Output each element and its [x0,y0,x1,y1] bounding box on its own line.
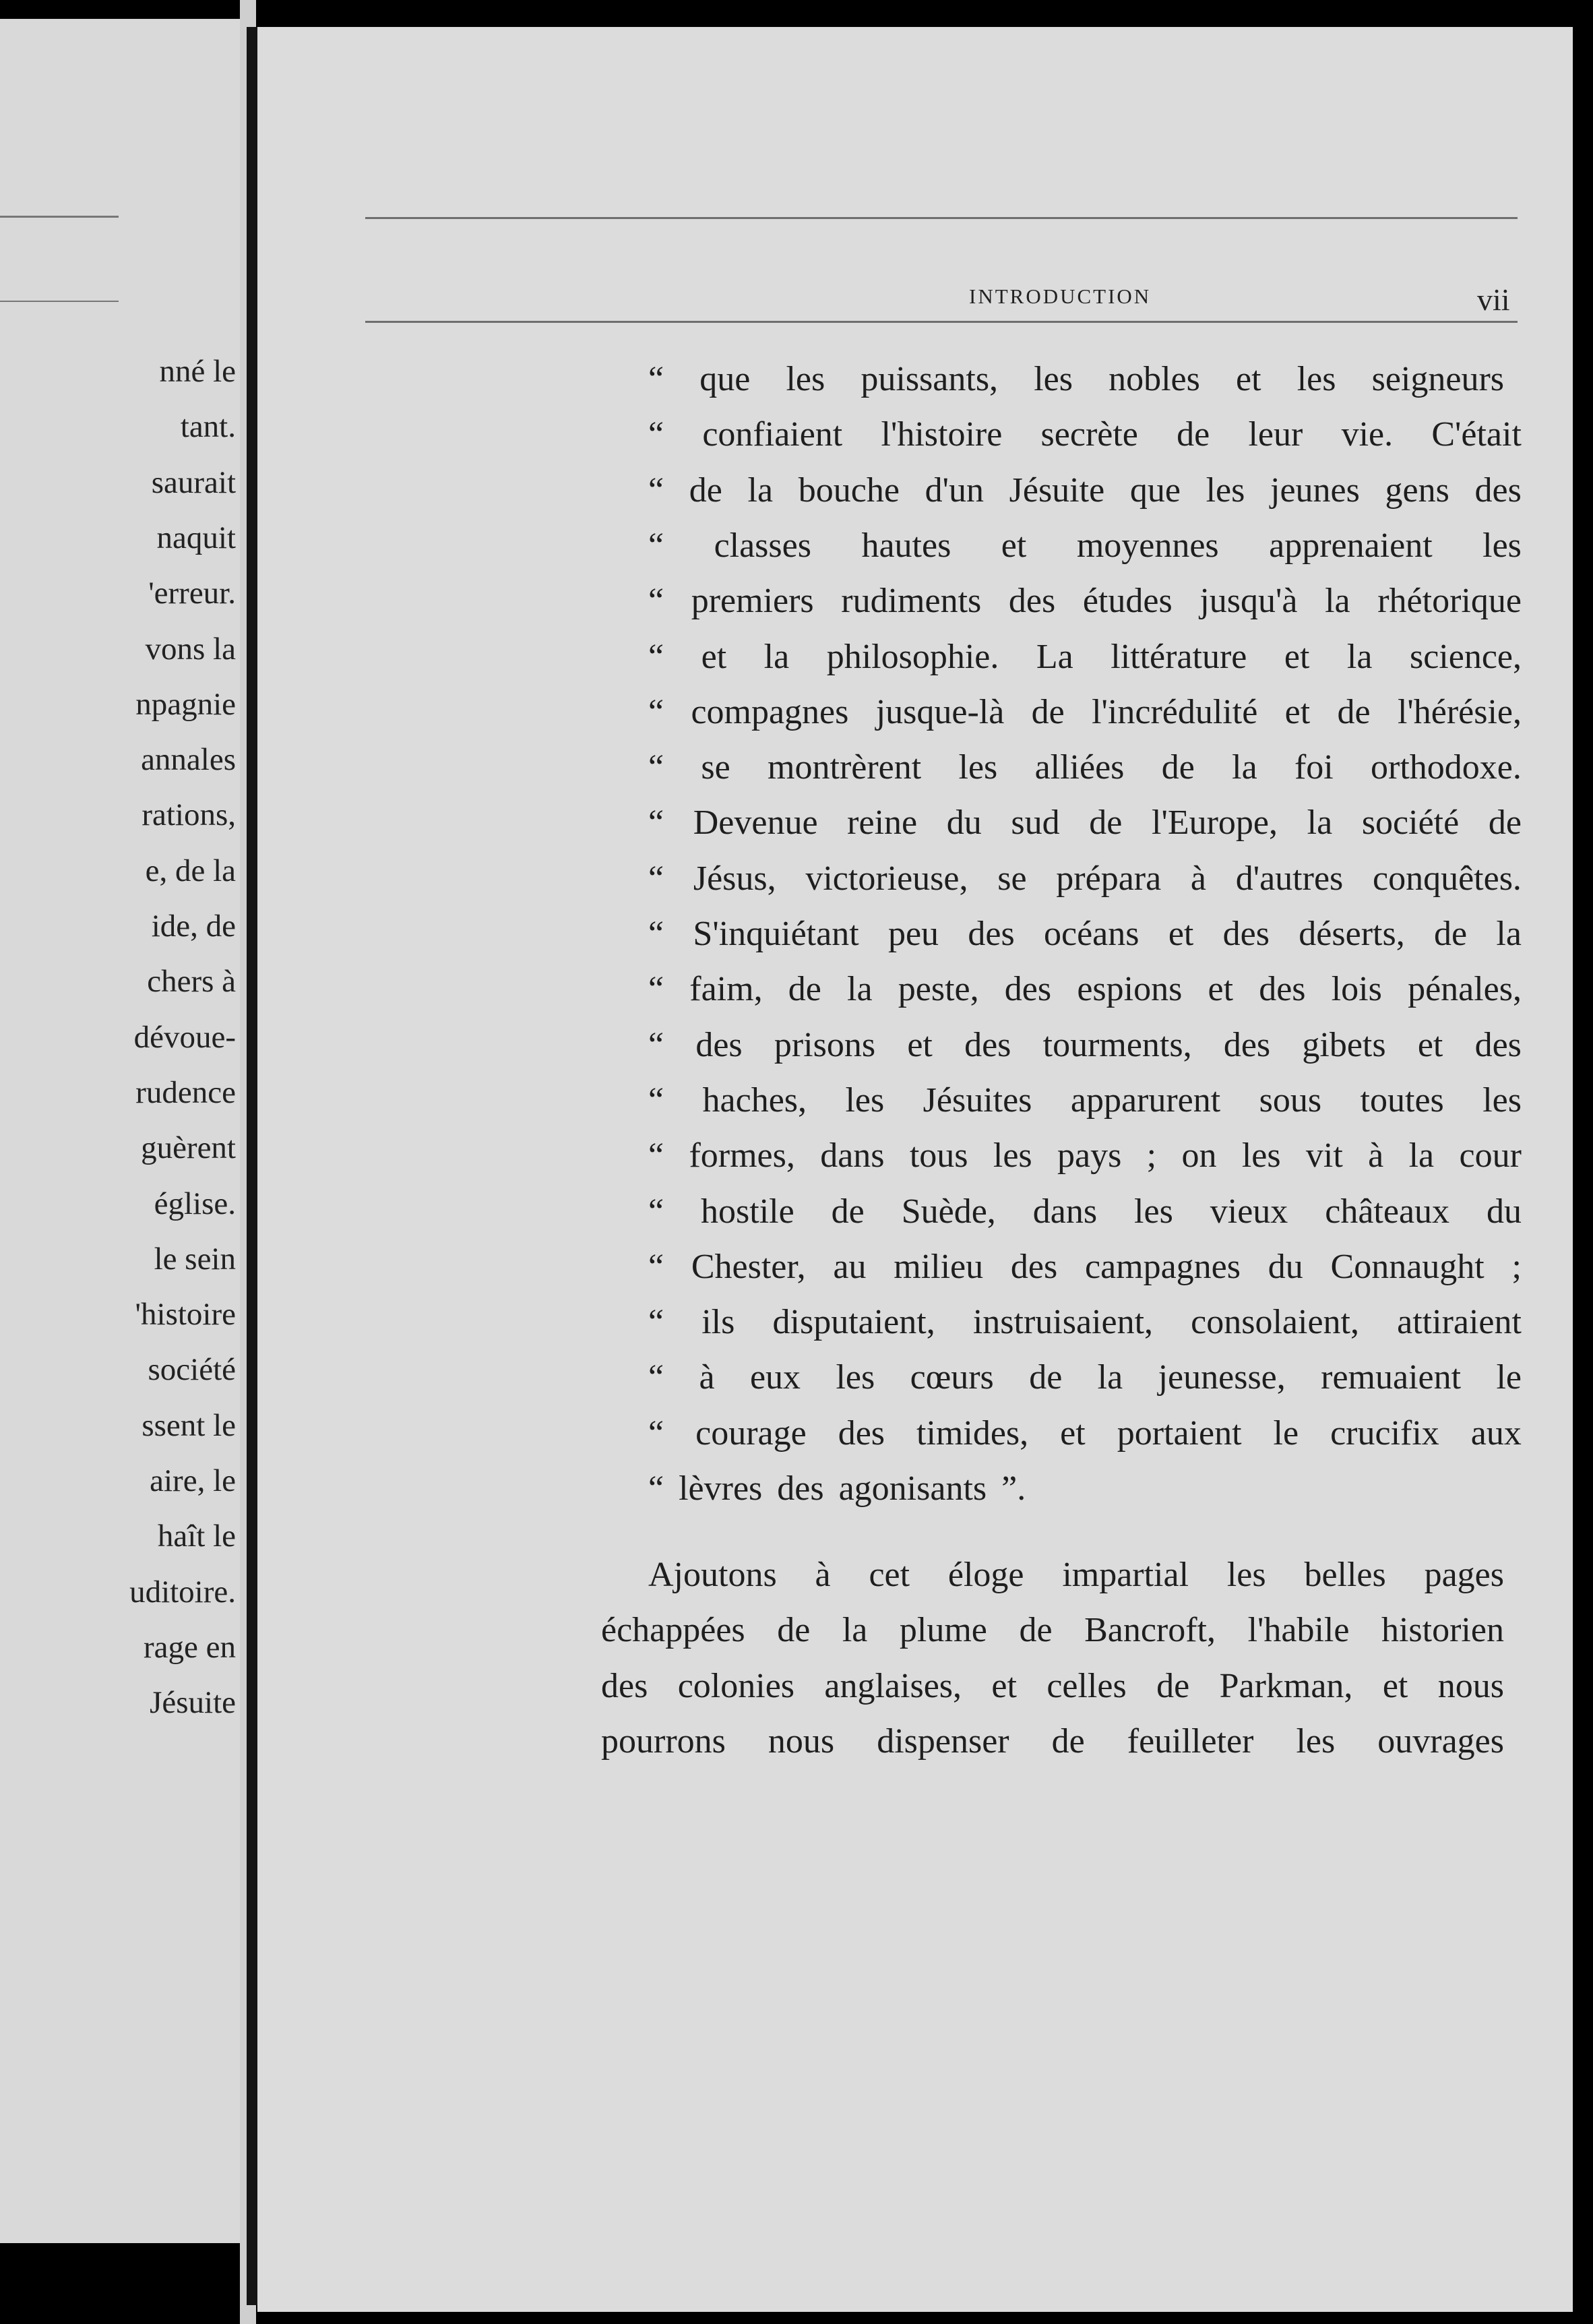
text-line: “ formes, dans tous les pays ; on les vit à la cour [648,1136,1522,1175]
text-line: “ Chester, au milieu des campagnes du Connaught ; [648,1247,1522,1286]
left-page-header-rule-lower [0,301,119,302]
text-line: des colonies anglaises, et celles de Parkman, et nous [601,1666,1504,1705]
left-page-line: vons la [145,631,236,667]
left-page-line: 'erreur. [148,576,236,611]
left-page-line: npagnie [135,686,236,722]
text-line: “ hostile de Suède, dans les vieux châteaux du [648,1192,1522,1231]
left-page-line: saurait [151,464,236,500]
left-page-line: dévoue- [133,1019,236,1055]
left-page-line: ide, de [151,909,236,944]
text-line: “ à eux les cœurs de la jeunesse, remuaient le [648,1358,1522,1397]
text-line: “ Jésus, victorieuse, se prépara à d'autres conquêtes. [648,859,1522,898]
left-page-line: annales [141,742,236,778]
text-line: “ et la philosophie. La littérature et la science, [648,637,1522,676]
left-page-header-rule [0,216,119,218]
left-page-line: 'histoire [135,1297,236,1333]
left-page-line: uditoire. [129,1574,236,1610]
text-line: “ S'inquiétant peu des océans et des déserts, de la [648,915,1522,953]
left-page-line: e, de la [145,853,236,888]
left-page-line: le sein [154,1241,236,1277]
text-line: “ ils disputaient, instruisaient, consolaient, attiraient [648,1303,1522,1342]
text-line: “ faim, de la peste, des espions et des lois pénales, [648,970,1522,1009]
left-page-line: rage en [144,1629,236,1665]
page-number: vii [1477,282,1510,317]
right-page [257,27,1573,2312]
left-page-line: ssent le [142,1407,236,1443]
left-page-line: Jésuite [150,1685,236,1721]
text-line: Ajoutons à cet éloge impartial les belles pages [648,1556,1504,1594]
left-page-line: guèrent [141,1130,236,1166]
left-page-line: église. [154,1186,236,1221]
left-facing-page [0,19,240,2243]
header-rule-bottom [365,321,1518,323]
text-line: “ lèvres des agonisants ”. [648,1469,1026,1508]
text-line: échappées de la plume de Bancroft, l'habile historien [601,1611,1504,1650]
text-line: “ des prisons et des tourments, des gibets et des [648,1025,1522,1064]
text-line: “ Devenue reine du sud de l'Europe, la société de [648,803,1522,843]
running-head: INTRODUCTION [969,284,1152,308]
left-page-line: société [148,1352,236,1388]
left-page-line: rudence [135,1074,236,1110]
text-line: “ haches, les Jésuites apparurent sous toutes les [648,1080,1522,1120]
text-line: “ premiers rudiments des études jusqu'à la rhétorique [648,582,1522,621]
left-page-line: chers à [147,964,236,1000]
text-line: “ classes hautes et moyennes apprenaient les [648,526,1522,565]
left-page-line: nné le [159,354,236,389]
text-line: “ que les puissants, les nobles et les seigneurs [648,360,1504,398]
left-page-line: haît le [157,1519,236,1554]
text-line: “ de la bouche d'un Jésuite que les jeunes gens des [648,470,1522,510]
binding-gutter [247,27,257,2305]
left-page-line: tant. [180,409,236,445]
text-line: “ courage des timides, et portaient le crucifix aux [648,1413,1522,1452]
left-page-line: naquit [156,520,236,555]
text-line: “ confiaient l'histoire secrète de leur vie. C'était [648,415,1522,454]
text-line: “ se montrèrent les alliées de la foi orthodoxe. [648,748,1522,787]
text-line: pourrons nous dispenser de feuilleter les ouvrages [601,1721,1504,1761]
left-page-line: rations, [142,797,236,833]
text-line: “ compagnes jusque-là de l'incrédulité et de l'hérésie, [648,692,1522,731]
left-page-line: aire, le [150,1463,236,1498]
header-rule-top [365,217,1518,219]
